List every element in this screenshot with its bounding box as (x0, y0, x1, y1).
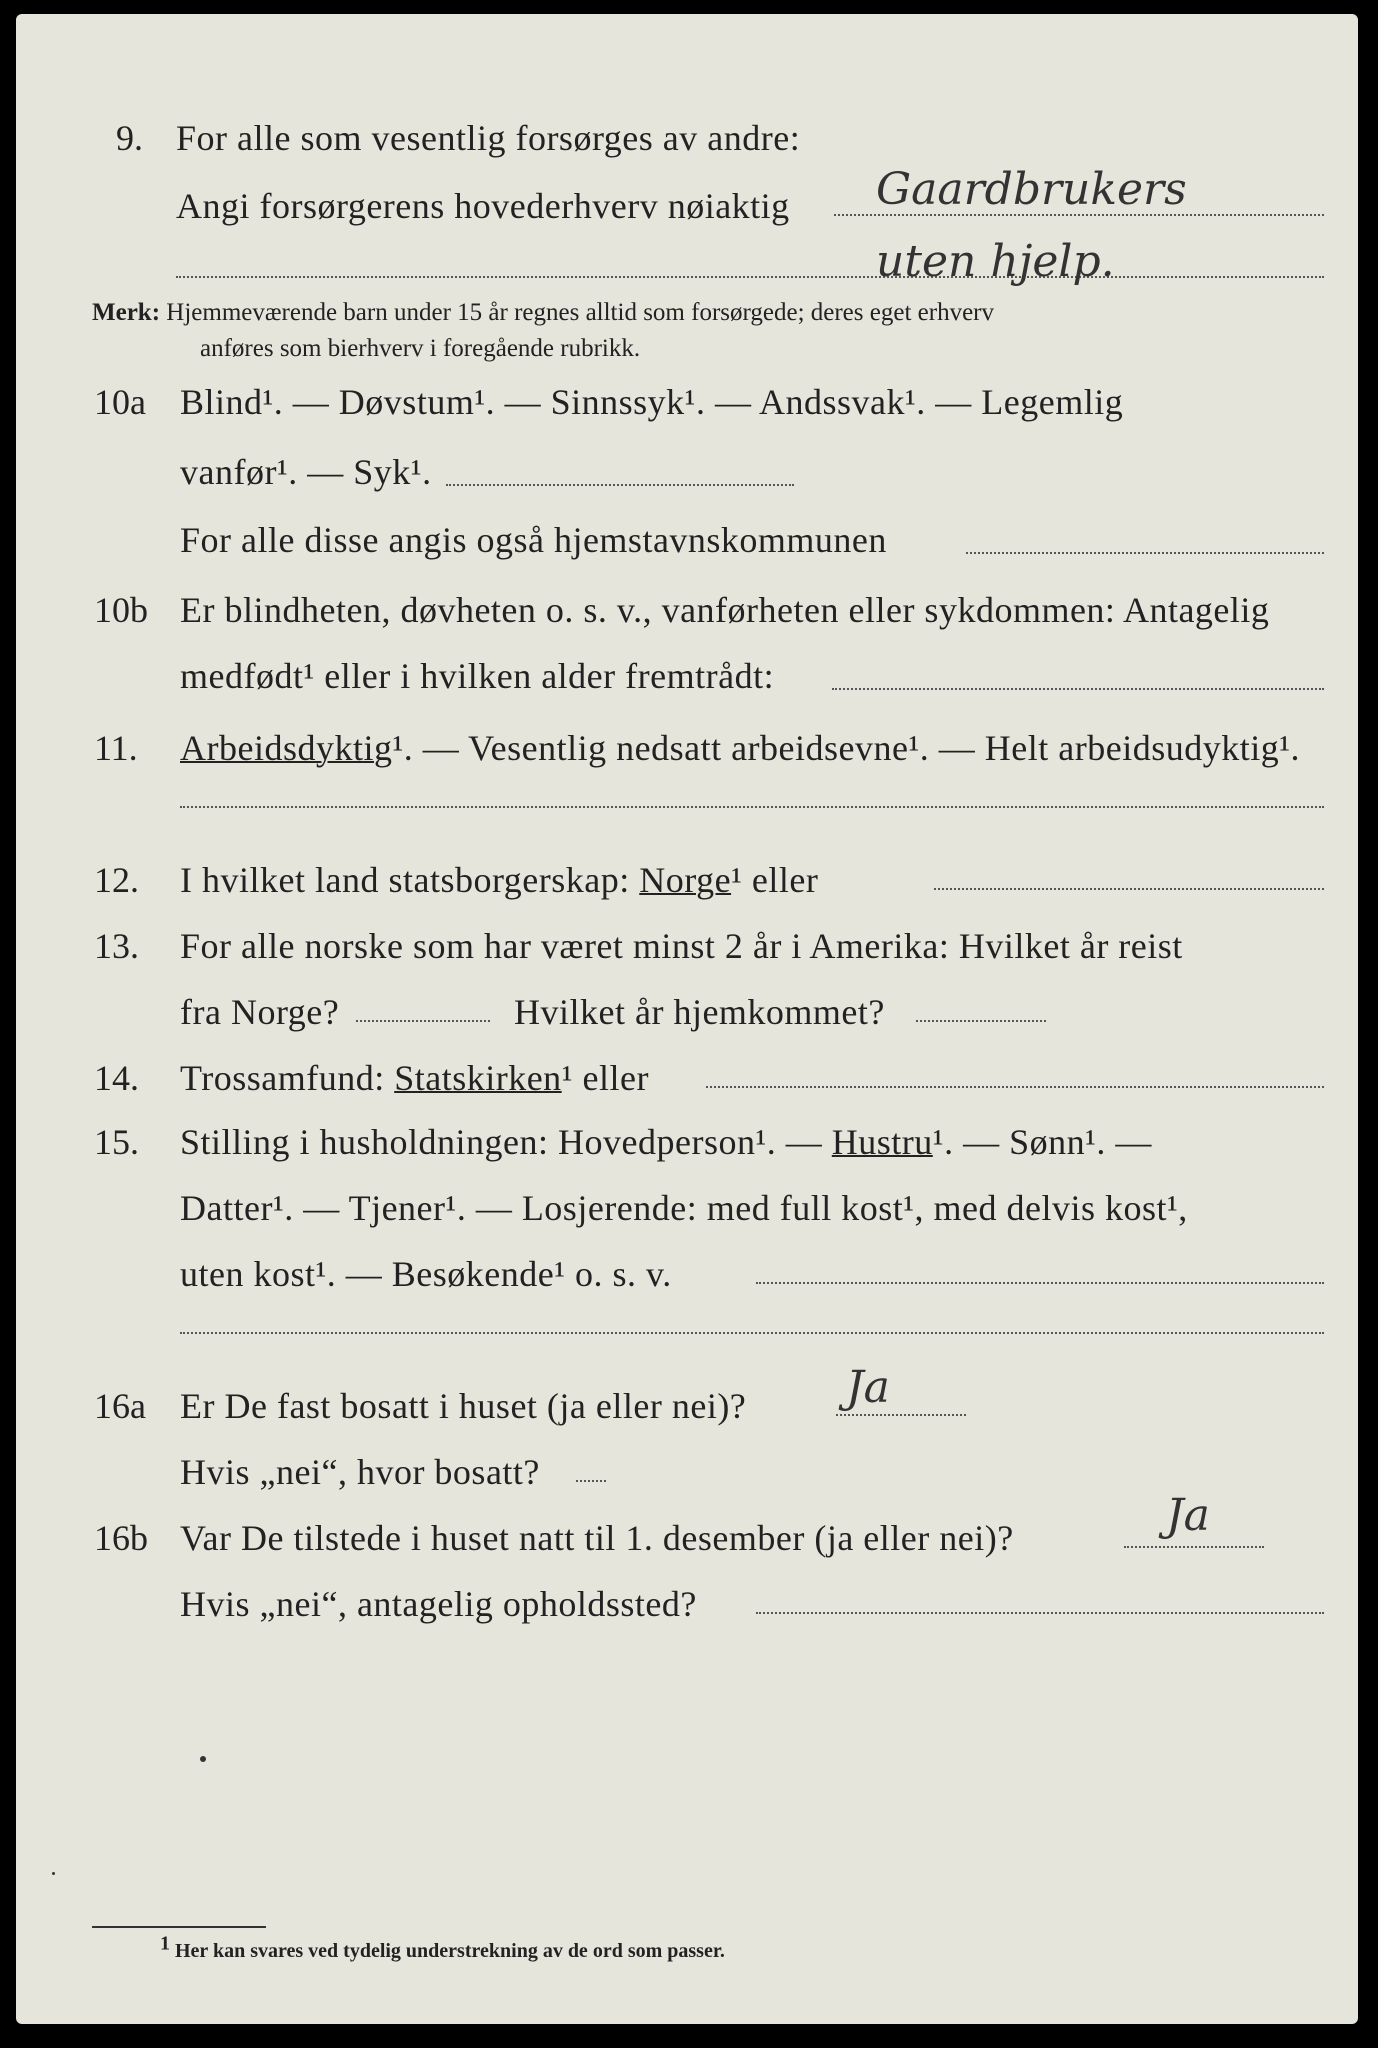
q15-line1-post: ¹. — Sønn¹. — (932, 1122, 1152, 1162)
q16b-answer-line2[interactable] (756, 1612, 1324, 1614)
ink-speck (200, 1756, 206, 1762)
q9-line2: Angi forsørgerens hovederhverv nøiaktig (176, 186, 790, 226)
q14-answer-line[interactable] (706, 1086, 1324, 1088)
q10b-line1: Er blindheten, døvheten o. s. v., vanførheten eller sykdommen: Antagelig (180, 590, 1270, 630)
q13-number: 13. (94, 926, 139, 966)
q10b-number: 10b (94, 590, 148, 630)
q10a-line3: For alle disse angis også hjemstavnskommunen (180, 520, 887, 560)
q12-pre: I hvilket land statsborgerskap: (180, 860, 630, 900)
q15-line1 (180, 1120, 1152, 1164)
q10b-line2: medfødt¹ eller i hvilken alder fremtrådt: (180, 656, 775, 696)
q10a-answer-line1[interactable] (446, 484, 794, 486)
q11-selected-option[interactable]: Arbeidsdyktig (180, 728, 393, 768)
q9-handwritten-answer2: uten hjelp. (876, 236, 1115, 287)
q14-line (180, 1056, 649, 1100)
merk-text1: Hjemmeværende barn under 15 år regnes alltid som forsørgede; deres eget erhverv (166, 299, 994, 326)
q13-line2a: fra Norge? (180, 992, 340, 1032)
q15-selected-option[interactable]: Hustru (831, 1122, 933, 1162)
q15-number: 15. (94, 1122, 139, 1162)
q12-post: ¹ eller (731, 860, 819, 900)
q12-line (180, 858, 818, 902)
merk-note-line1 (92, 296, 994, 330)
q12-answer-line[interactable] (934, 888, 1324, 890)
q11-number: 11. (94, 728, 138, 768)
q13-line1: For alle norske som har været minst 2 år i Amerika: Hvilket år reist (180, 926, 1183, 966)
q11-rest: ¹. — Vesentlig nedsatt arbeidsevne¹. — Helt arbeidsudyktig¹. (392, 728, 1301, 768)
q16b-line1: Var De tilstede i huset natt til 1. desember (ja eller nei)? (180, 1518, 1014, 1558)
q11-answer-line[interactable] (180, 806, 1324, 808)
q9-handwritten-answer1: Gaardbrukers (876, 164, 1187, 215)
merk-label: Merk: (92, 299, 161, 326)
q9-number: 9. (116, 118, 143, 158)
q12-number: 12. (94, 860, 139, 900)
q10a-line1: Blind¹. — Døvstum¹. — Sinnssyk¹. — Andssvak¹. — Legemlig (180, 382, 1124, 422)
q16b-number: 16b (94, 1518, 148, 1558)
q16a-handwritten-answer: Ja (846, 1362, 890, 1413)
q12-selected-option[interactable]: Norge (639, 860, 732, 900)
q14-post: ¹ eller (561, 1058, 649, 1098)
q9-answer-line2[interactable] (176, 276, 1324, 278)
q16a-number: 16a (94, 1386, 146, 1426)
q9-line1: For alle som vesentlig forsørges av andre: (176, 118, 801, 158)
q16b-line2: Hvis „nei“, antagelig opholdssted? (180, 1584, 697, 1624)
footnote (160, 1932, 725, 1963)
footnote-mark: 1 (160, 1932, 170, 1955)
q13-line2b: Hvilket år hjemkommet? (514, 992, 885, 1032)
q16a-answer-line2[interactable] (576, 1480, 606, 1482)
q15-line1-pre: Stilling i husholdningen: Hovedperson¹. — (180, 1122, 823, 1162)
ink-speck (52, 1872, 55, 1875)
merk-note-line2: anføres som bierhverv i foregående rubrikk. (200, 335, 641, 362)
q15-answer-line1[interactable] (756, 1282, 1324, 1284)
q14-pre: Trossamfund: (180, 1058, 385, 1098)
census-form-page (16, 14, 1358, 2024)
q15-line3: uten kost¹. — Besøkende¹ o. s. v. (180, 1254, 672, 1294)
q16b-answer-line[interactable] (1124, 1546, 1264, 1548)
q14-number: 14. (94, 1058, 139, 1098)
q10a-line2: vanfør¹. — Syk¹. (180, 452, 432, 492)
footnote-rule (92, 1926, 266, 1928)
q16a-answer-line[interactable] (836, 1414, 966, 1416)
q15-answer-line2[interactable] (180, 1332, 1324, 1334)
q16b-handwritten-answer: Ja (1166, 1490, 1210, 1541)
q10a-number: 10a (94, 382, 146, 422)
q16a-line2: Hvis „nei“, hvor bosatt? (180, 1452, 540, 1492)
q15-line2: Datter¹. — Tjener¹. — Losjerende: med full kost¹, med delvis kost¹, (180, 1188, 1188, 1228)
q16a-line1: Er De fast bosatt i huset (ja eller nei)? (180, 1386, 747, 1426)
q10a-answer-line2[interactable] (966, 552, 1324, 554)
q14-selected-option[interactable]: Statskirken (394, 1058, 562, 1098)
q13-answer-year-returned[interactable] (916, 1020, 1046, 1022)
q13-answer-year-left[interactable] (356, 1020, 490, 1022)
q10b-answer-line[interactable] (832, 688, 1324, 690)
footnote-text: Her kan svares ved tydelig understrekning av de ord som passer. (175, 1940, 725, 1962)
q11-line (180, 726, 1300, 770)
